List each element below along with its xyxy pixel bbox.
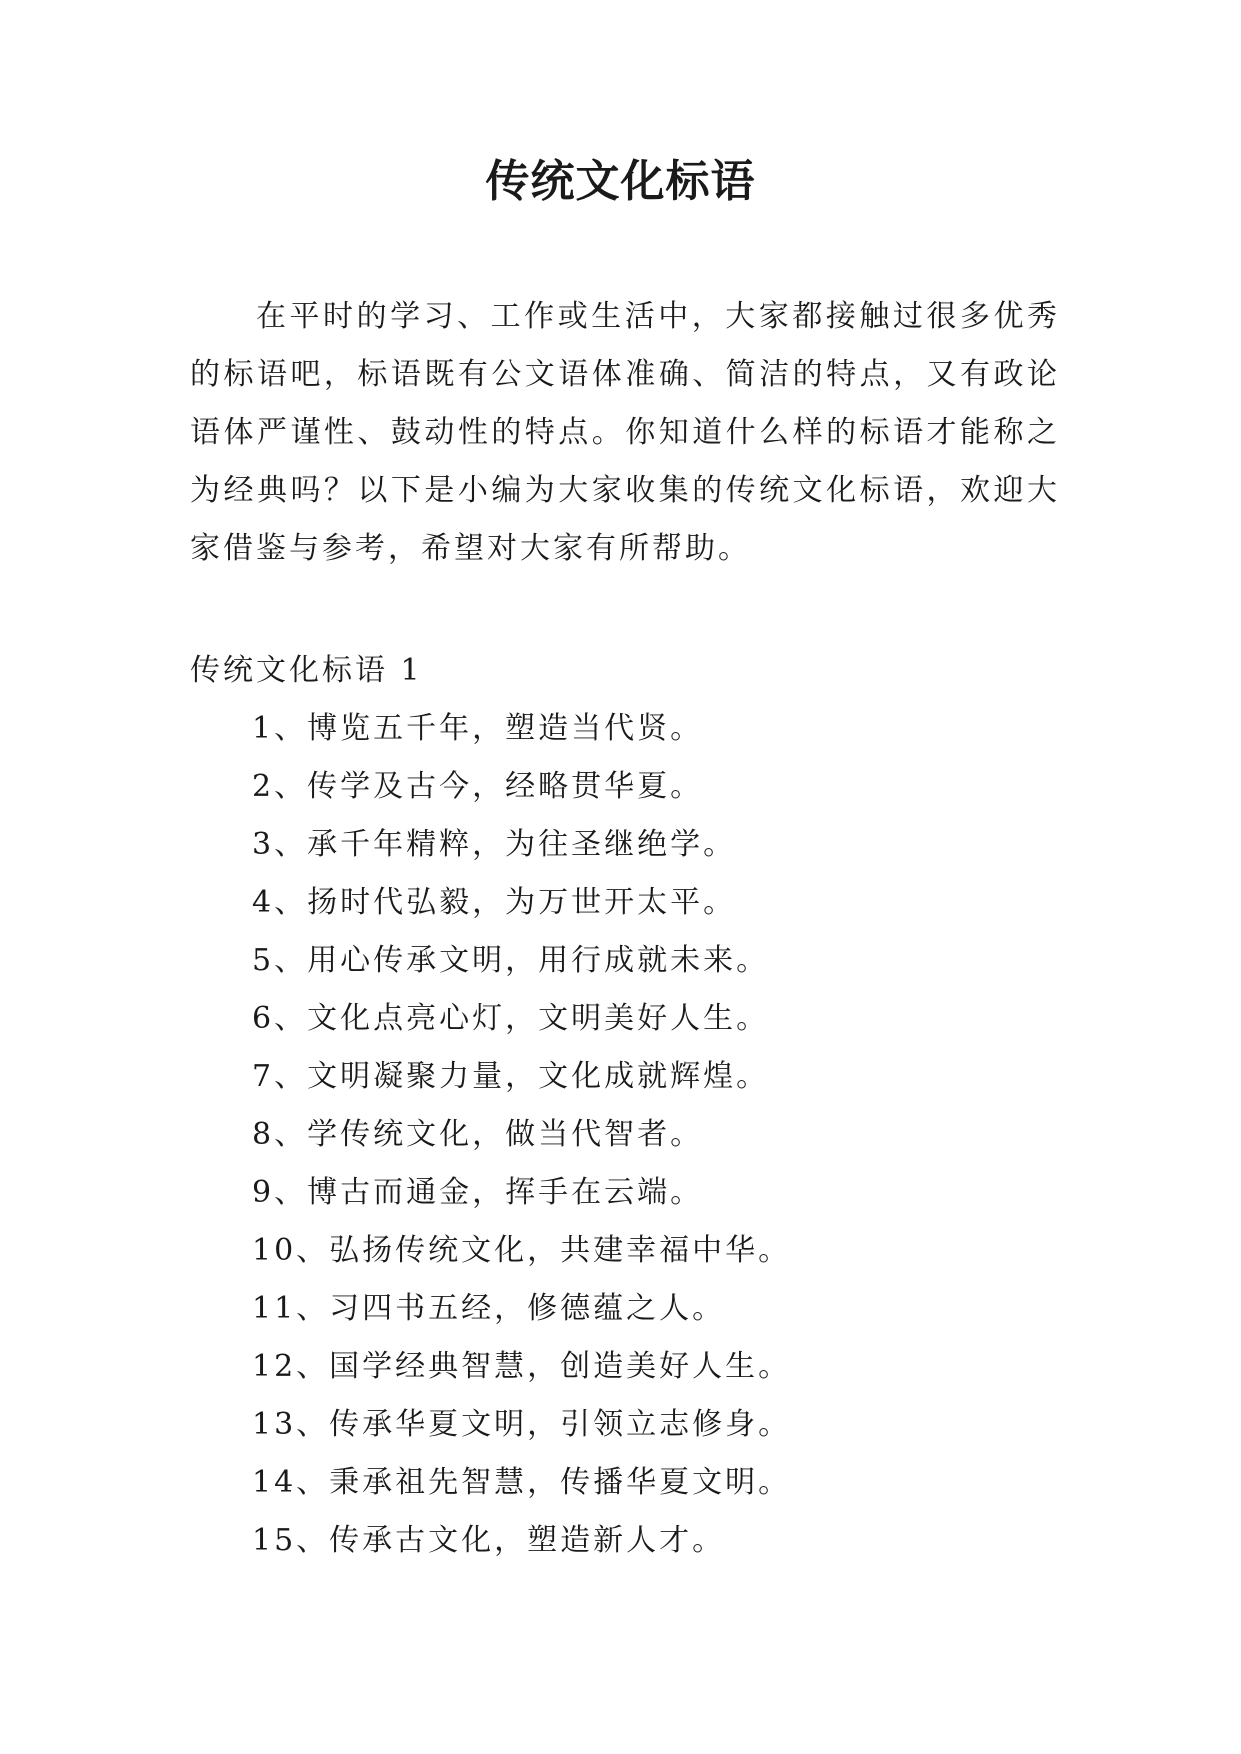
slogan-item: 7、文明凝聚力量，文化成就辉煌。 [252, 1059, 770, 1094]
slogan-item: 3、承千年精粹，为往圣继绝学。 [252, 827, 737, 862]
slogan-item: 10、弘扬传统文化，共建幸福中华。 [252, 1233, 792, 1268]
slogan-item: 9、博古而通金，挥手在云端。 [252, 1175, 704, 1210]
document-title: 传统文化标语 [485, 156, 756, 207]
slogan-item: 15、传承古文化，塑造新人才。 [252, 1523, 726, 1558]
slogan-item: 5、用心传承文明，用行成就未来。 [252, 943, 770, 978]
slogan-item: 1、博览五千年，塑造当代贤。 [252, 711, 704, 746]
slogan-item: 8、学传统文化，做当代智者。 [252, 1117, 704, 1152]
intro-paragraph: 在平时的学习、工作或生活中，大家都接触过很多优秀的标语吧，标语既有公文语体准确、简洁的特点，又有政论语体严谨性、鼓动性的特点。你知道什么样的标语才能称之为经典吗？以下是小编为大家收集的传统文化标语，欢迎大家借鉴与参考，希望对大家有所帮助。 [190, 299, 1060, 566]
slogan-item: 13、传承华夏文明，引领立志修身。 [252, 1407, 792, 1442]
slogan-item: 4、扬时代弘毅，为万世开太平。 [252, 885, 737, 920]
section-heading: 传统文化标语 1 [190, 653, 423, 688]
slogan-item: 6、文化点亮心灯，文明美好人生。 [252, 1001, 770, 1036]
slogan-item: 12、国学经典智慧，创造美好人生。 [252, 1349, 792, 1384]
slogan-item: 14、秉承祖先智慧，传播华夏文明。 [252, 1465, 792, 1500]
slogan-list [252, 700, 791, 1570]
slogan-item: 2、传学及古今，经略贯华夏。 [252, 769, 704, 804]
slogan-item: 11、习四书五经，修德蕴之人。 [252, 1291, 726, 1326]
